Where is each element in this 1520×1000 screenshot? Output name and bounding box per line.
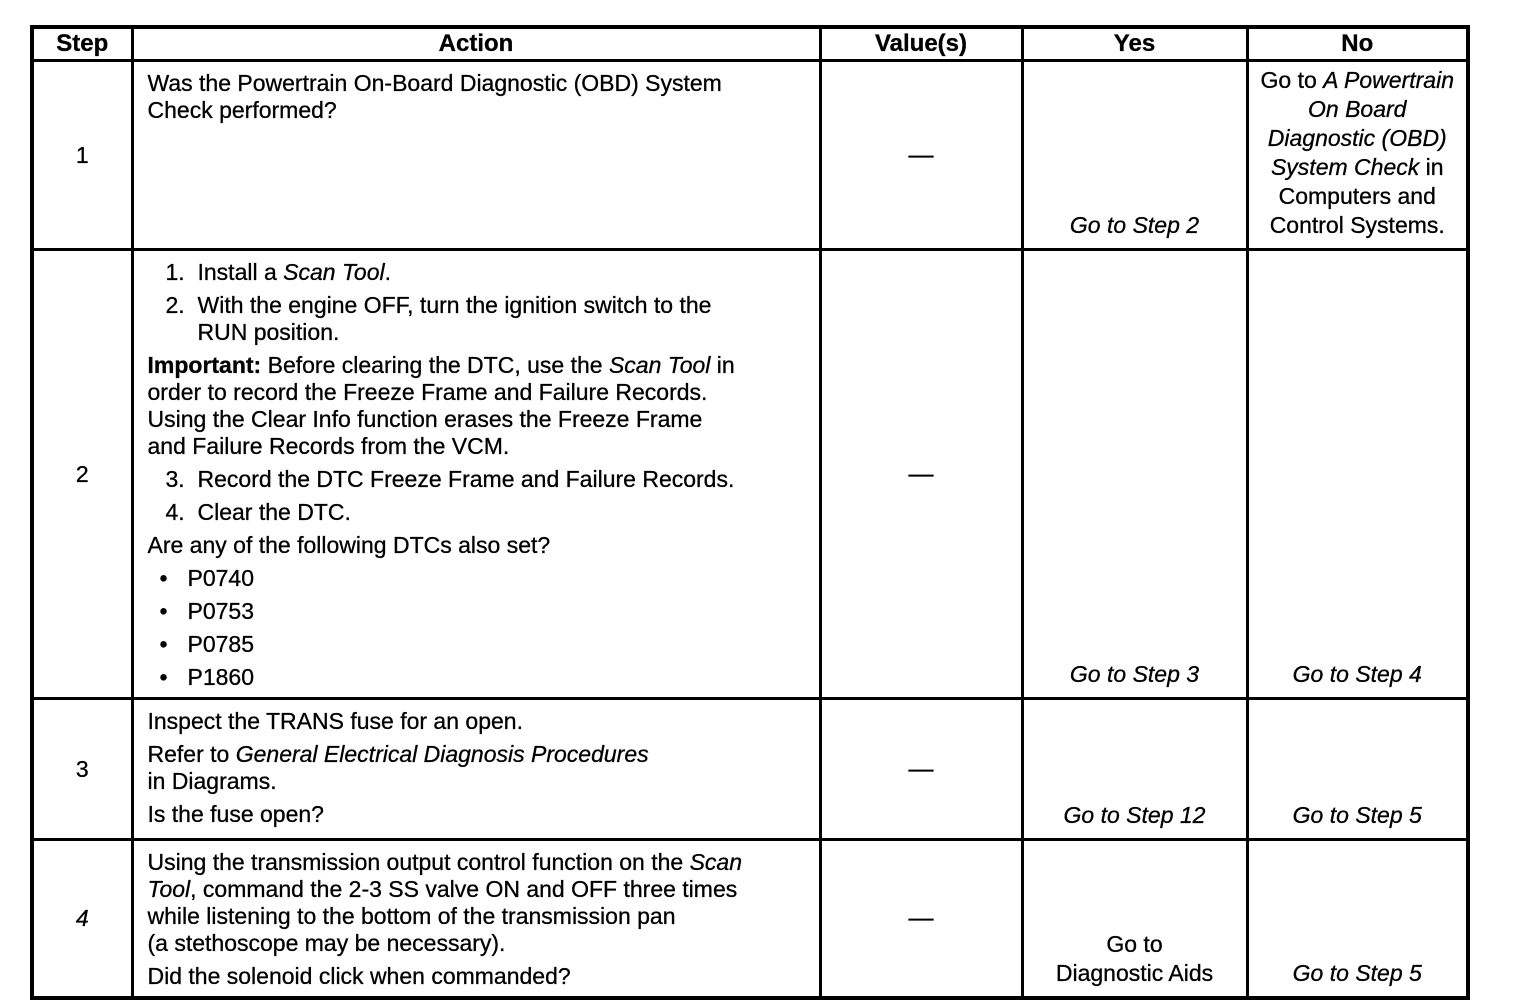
text-segment: Diagnostic Aids [1055, 960, 1214, 986]
action-paragraph [148, 352, 805, 460]
goto-line [1028, 211, 1242, 240]
text-segment: Go to Step 12 [1063, 802, 1206, 828]
text-segment: Go to Step 5 [1292, 802, 1422, 828]
goto-line [1253, 182, 1463, 211]
col-header-action: Action [132, 27, 820, 61]
list-item-text [188, 565, 805, 592]
text-segment: Scan Tool [283, 259, 385, 285]
value-dash: — [908, 904, 934, 932]
text-segment: P1860 [187, 664, 255, 690]
text-segment: Tool [147, 876, 191, 902]
text-segment: With the engine OFF, turn the ignition switch to the [197, 292, 712, 318]
list-number: 1. [165, 259, 185, 285]
table-row [32, 699, 1468, 840]
bullet-marker: • [159, 631, 168, 657]
step-cell [32, 250, 132, 699]
text-segment: Using the transmission output control function on the [147, 849, 690, 875]
text-segment: in [710, 352, 735, 378]
numbered-list-item [148, 259, 805, 286]
text-segment: Check performed? [147, 97, 337, 123]
col-header-step: Step [32, 27, 132, 61]
goto-line [1028, 660, 1242, 689]
action-cell [132, 250, 820, 699]
text-segment: in [1419, 154, 1444, 180]
text-segment: Computers and [1278, 183, 1436, 209]
yes-cell [1022, 250, 1247, 699]
text-segment: On Board [1308, 96, 1407, 122]
goto-line [1253, 211, 1463, 240]
bullet-list-item [148, 565, 805, 592]
text-segment: Scan [689, 849, 743, 875]
list-item-text [188, 631, 805, 658]
action-paragraph [148, 741, 805, 795]
action-paragraph [148, 708, 805, 735]
value-cell [820, 61, 1022, 250]
text-segment: Install a [197, 259, 284, 285]
col-header-no: No [1247, 27, 1468, 61]
value-cell [820, 250, 1022, 699]
goto-line [1253, 153, 1463, 182]
no-cell [1247, 250, 1468, 699]
text-segment: P0753 [187, 598, 255, 624]
col-header-yes: Yes [1022, 27, 1247, 61]
value-dash: — [908, 754, 934, 783]
text-segment: Using the Clear Info function erases the Freeze Frame [147, 406, 703, 432]
goto-line [1253, 124, 1463, 153]
step-number: 2 [75, 460, 89, 487]
list-item-text [198, 259, 805, 286]
action-paragraph [148, 70, 805, 124]
list-item-text [188, 598, 805, 625]
table-row [32, 250, 1468, 699]
text-segment: General Electrical Diagnosis Procedures [235, 741, 649, 767]
list-item-text [188, 664, 805, 691]
action-paragraph [148, 963, 805, 990]
text-segment: Scan Tool [608, 352, 711, 378]
value-cell [820, 840, 1022, 999]
numbered-list-item [148, 292, 805, 346]
goto-line [1028, 801, 1242, 830]
step-number: 1 [75, 141, 89, 168]
bullet-marker: • [159, 664, 168, 690]
bullet-list-item [148, 631, 805, 658]
bullet-list-item [148, 664, 805, 691]
action-paragraph [148, 801, 805, 828]
list-item-text [198, 466, 805, 493]
text-segment: Did the solenoid click when commanded? [147, 963, 571, 989]
text-segment: (a stethoscope may be necessary). [147, 930, 506, 956]
action-paragraph [148, 532, 805, 559]
action-cell [132, 699, 820, 840]
text-segment: Go to Step 2 [1069, 212, 1200, 238]
value-dash: — [908, 459, 934, 488]
bullet-list-item [148, 598, 805, 625]
text-segment: Is the fuse open? [147, 801, 324, 827]
step-cell [32, 699, 132, 840]
bullet-marker: • [159, 565, 168, 591]
goto-line [1253, 66, 1463, 95]
text-segment: Record the DTC Freeze Frame and Failure Records. [197, 466, 735, 492]
text-segment: Clear the DTC. [197, 499, 351, 525]
text-segment: RUN position. [197, 319, 340, 345]
text-segment: System Check [1270, 154, 1420, 180]
text-segment: Control Systems. [1269, 212, 1445, 238]
text-segment: Go to Step 4 [1292, 661, 1422, 687]
goto-line [1253, 660, 1463, 689]
text-segment: , command the 2-3 SS valve ON and OFF three times [190, 876, 738, 902]
text-segment: in Diagrams. [147, 768, 277, 794]
text-segment: Inspect the TRANS fuse for an open. [147, 708, 523, 734]
text-segment: and Failure Records from the VCM. [147, 433, 510, 459]
list-number: 3. [165, 466, 185, 492]
text-segment: Go to Step 3 [1069, 661, 1200, 687]
no-cell [1247, 699, 1468, 840]
text-segment: P0785 [187, 631, 255, 657]
value-dash: — [908, 140, 934, 169]
step-cell [32, 61, 132, 250]
text-segment: order to record the Freeze Frame and Failure Records. [147, 379, 708, 405]
text-segment: . [384, 259, 391, 285]
text-segment: Are any of the following DTCs also set? [147, 532, 551, 558]
text-segment: Refer to [147, 741, 236, 767]
goto-line [1028, 930, 1242, 959]
action-cell [132, 61, 820, 250]
text-segment: Diagnostic (OBD) [1267, 125, 1447, 151]
value-cell [820, 699, 1022, 840]
list-item-text [198, 499, 805, 526]
text-segment: Was the Powertrain On-Board Diagnostic (OBD) System [147, 70, 722, 96]
col-header-values: Value(s) [820, 27, 1022, 61]
yes-cell [1022, 840, 1247, 999]
text-segment: P0740 [187, 565, 255, 591]
text-segment: Important: [147, 352, 262, 378]
numbered-list-item [148, 466, 805, 493]
yes-cell [1022, 699, 1247, 840]
diagnostic-table [30, 25, 1470, 1000]
table-body [32, 61, 1468, 999]
text-segment: Go to Step 5 [1292, 960, 1422, 986]
step-number: 3 [75, 755, 89, 782]
action-paragraph [148, 849, 805, 957]
text-segment: while listening to the bottom of the transmission pan [147, 903, 676, 929]
text-segment: A Powertrain [1323, 67, 1454, 93]
action-cell [132, 840, 820, 999]
bullet-marker: • [159, 598, 168, 624]
table-row [32, 840, 1468, 999]
text-segment: Before clearing the DTC, use the [261, 352, 609, 378]
yes-cell [1022, 61, 1247, 250]
list-number: 4. [165, 499, 185, 525]
numbered-list-item [148, 499, 805, 526]
no-cell [1247, 840, 1468, 999]
header-row [32, 27, 1468, 61]
step-cell [32, 840, 132, 999]
text-segment: Go to [1260, 67, 1324, 93]
table-row [32, 61, 1468, 250]
no-cell [1247, 61, 1468, 250]
goto-line [1253, 801, 1463, 830]
list-number: 2. [165, 292, 185, 318]
text-segment: Go to [1106, 931, 1163, 957]
step-number: 4 [75, 905, 89, 931]
list-item-text [198, 292, 805, 346]
goto-line [1253, 95, 1463, 124]
